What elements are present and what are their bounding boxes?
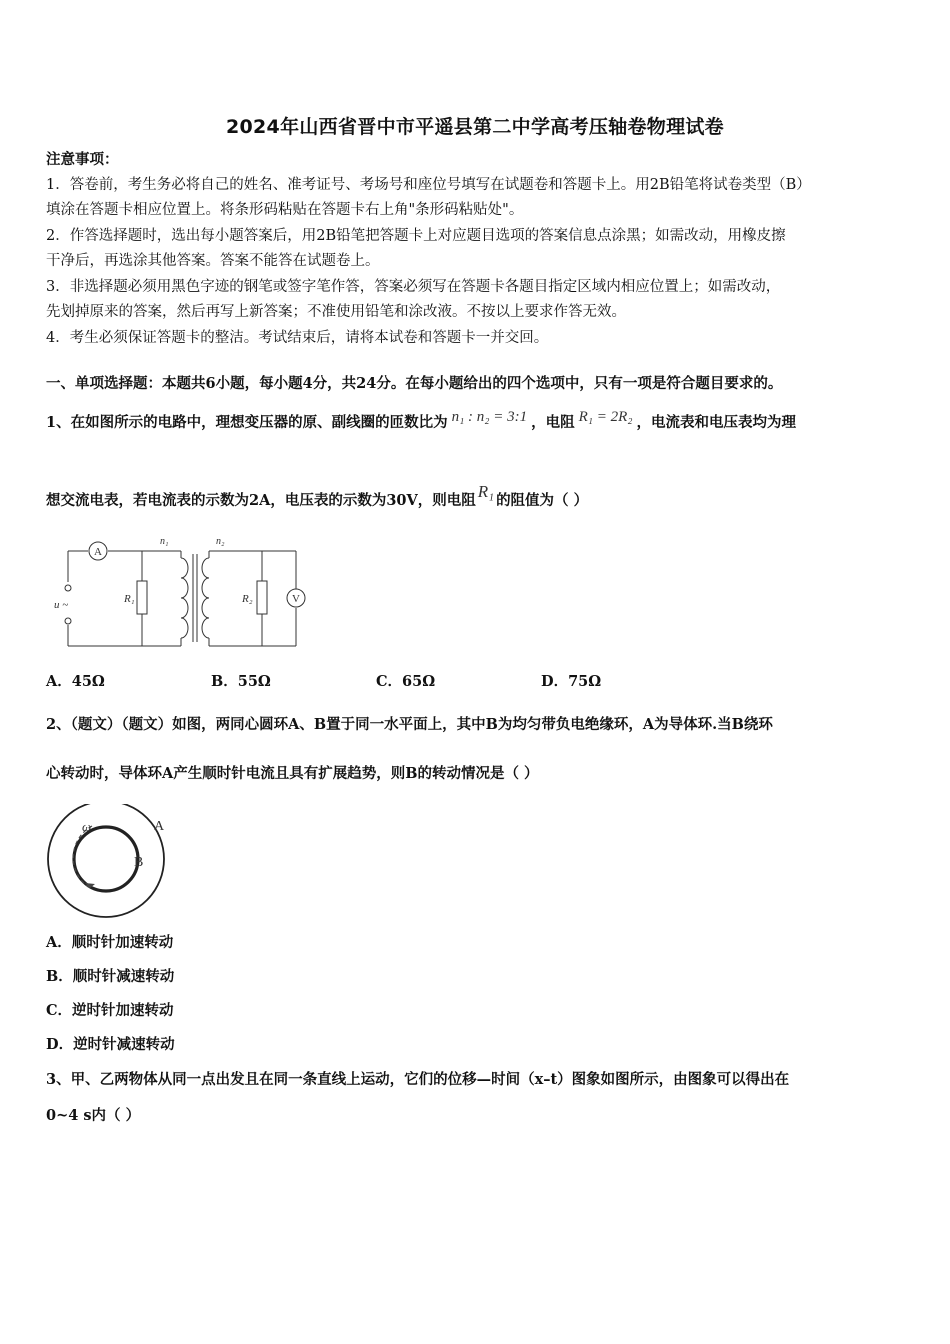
ring-a-label: A: [154, 819, 165, 834]
section-heading: 一、单项选择题：本题共6小题，每小题4分，共24分。在每小题给出的四个选项中，只有一项是符合题目要求的。: [46, 375, 783, 392]
notice-line: 1．答卷前，考生务必将自己的姓名、准考证号、考场号和座位号填写在试题卷和答题卡上。用2B铅笔将试卷类型（B）: [46, 177, 811, 193]
n2-label: n₂: [216, 536, 225, 547]
notice-line: 填涂在答题卡相应位置上。将条形码粘贴在答题卡右上角"条形码粘贴处"。: [46, 202, 524, 218]
question-2-line-1: 2、（题文）（题文）如图，两同心圆环A、B置于同一水平面上，其中B为均匀带负电绝缘环，A为导体环.当B绕环: [46, 716, 773, 733]
notice-line: 2．作答选择题时，选出每小题答案后，用2B铅笔把答题卡上对应题目选项的答案信息点涂黑；如需改动，用橡皮擦: [46, 228, 786, 244]
q2-option-d: D．逆时针减速转动: [46, 1036, 175, 1053]
ring-b-label: B: [134, 855, 144, 870]
question-1-line-2: [46, 482, 589, 509]
q1-r1-symbol: R₁: [477, 482, 495, 501]
q1-option-c: C．65Ω: [376, 673, 436, 690]
question-2-line-2: 心转动时，导体环A产生顺时针电流且具有扩展趋势，则B的转动情况是（ ）: [46, 765, 539, 782]
notice-line: 3．非选择题必须用黑色字迹的钢笔或签字笔作答，答案必须写在答题卡各题目指定区域内相应位置上；如需改动，: [46, 279, 781, 295]
source-terminal-icon: [65, 618, 71, 624]
question-1-line-1: [46, 409, 797, 431]
notice-line: 4．考生必须保证答题卡的整洁。考试结束后，请将本试卷和答题卡一并交回。: [46, 330, 549, 346]
q1-option-b: B．55Ω: [211, 673, 271, 690]
page-title: 2024年山西省晋中市平遥县第二中学高考压轴卷物理试卷: [226, 116, 724, 138]
q1-text: ，电阻: [531, 414, 575, 431]
r1-label: R₁: [124, 593, 135, 605]
q1-option-a: A．45Ω: [46, 673, 105, 690]
q2-option-b: B．顺时针减速转动: [46, 968, 175, 985]
q1-text: 想交流电表，若电流表的示数为2A，电压表的示数为30V，则电阻: [46, 492, 476, 509]
n1-label: n₁: [160, 536, 169, 547]
q1-turns-ratio: n₁ : n₂ = 3:1: [451, 409, 528, 425]
transformer-circuit-figure: [50, 532, 312, 652]
q2-option-c: C．逆时针加速转动: [46, 1002, 174, 1019]
voltmeter-label: V: [292, 593, 300, 605]
ring-a-icon: [48, 804, 164, 917]
q1-text: 1、在如图所示的电路中，理想变压器的原、副线圈的匝数比为: [46, 414, 448, 431]
q2-option-a: A．顺时针加速转动: [46, 934, 174, 951]
notice-line: 干净后，再选涂其他答案。答案不能答在试题卷上。: [46, 253, 380, 269]
q1-text: 的阻值为（ ）: [496, 492, 589, 509]
notice-line: 先划掉原来的答案，然后再写上新答案；不准使用铅笔和涂改液。不按以上要求作答无效。: [46, 304, 626, 320]
source-label: u ~: [54, 599, 69, 611]
r2-label: R₂: [242, 593, 253, 605]
source-terminal-icon: [65, 585, 71, 591]
notice-heading: 注意事项：: [46, 151, 119, 168]
ring-b-icon: [74, 827, 138, 891]
resistor-r1-icon: [137, 581, 147, 614]
question-3-line-2: 0~4 s内（ ）: [46, 1107, 141, 1124]
resistor-r2-icon: [257, 581, 267, 614]
q1-text: ，电流表和电压表均为理: [636, 414, 797, 431]
q1-resistance-relation: R₁ = 2R₂: [578, 409, 633, 425]
ammeter-label: A: [94, 546, 102, 558]
concentric-rings-figure: [44, 804, 174, 924]
question-3-line-1: 3、甲、乙两物体从同一点出发且在同一条直线上运动，它们的位移—时间（x–t）图象如图所示，由图象可以得出在: [46, 1071, 790, 1088]
q1-option-d: D．75Ω: [541, 673, 602, 690]
omega-label: ω: [82, 819, 92, 834]
